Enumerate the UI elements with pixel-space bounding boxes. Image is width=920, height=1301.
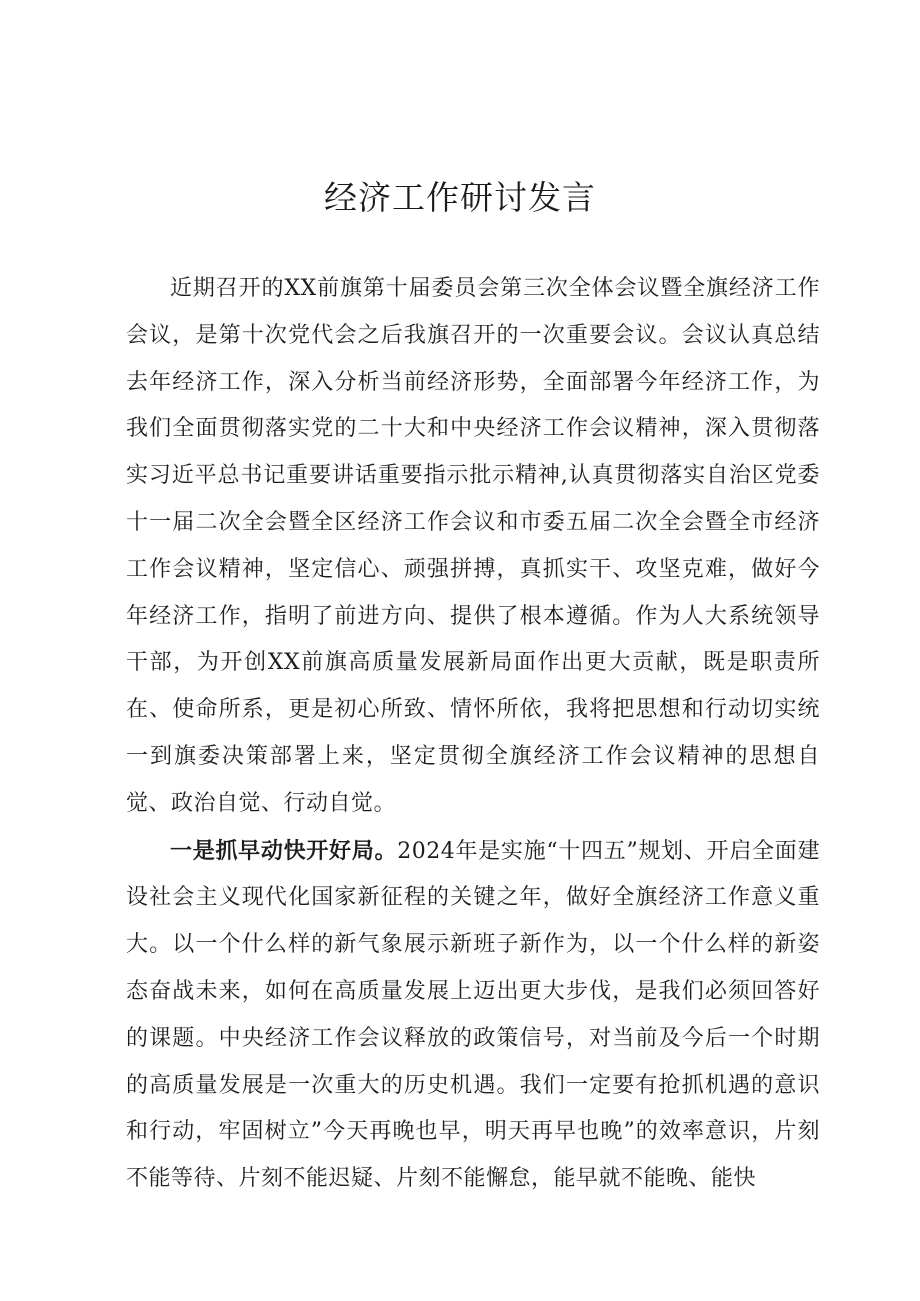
document-body (126, 266, 820, 1203)
paragraph-point-one (126, 828, 820, 1203)
paragraph-text: 2024年是实施“十四五”规划、开启全面建设社会主义现代化国家新征程的关键之年，做好全旗经济工作意义重大。以一个什么样的新气象展示新班子新作为，以一个什么样的新姿态奋战未来，如何在高质量发展上迈出更大步伐，是我们必须回答好的课题。中央经济工作会议释放的政策信号，对当前及今后一个时期的高质量发展是一次重大的历史机遇。我们一定要有抢抓机遇的意识和行动，牢固树立”今天再晚也早，明天再早也晚”的效率意识，片刻不能等待、片刻不能迟疑、片刻不能懈怠，能早就不能晚、能快 (126, 838, 820, 1192)
paragraph-intro: 近期召开的XX前旗第十届委员会第三次全体会议暨全旗经济工作会议，是第十次党代会之后我旗召开的一次重要会议。会议认真总结去年经济工作，深入分析当前经济形势，全面部署今年经济工作，为我们全面贯彻落实党的二十大和中央经济工作会议精神，深入贯彻落实习近平总书记重要讲话重要指示批示精神,认真贯彻落实自治区党委十一届二次全会暨全区经济工作会议和市委五届二次全会暨全市经济工作会议精神，坚定信心、顽强拼搏，真抓实干、攻坚克难，做好今年经济工作，指明了前进方向、提供了根本遵循。作为人大系统领导干部，为开创XX前旗高质量发展新局面作出更大贡献，既是职责所在、使命所系，更是初心所致、情怀所依，我将把思想和行动切实统一到旗委决策部署上来，坚定贯彻全旗经济工作会议精神的思想自觉、政治自觉、行动自觉。 (126, 276, 820, 816)
paragraph-heading: 一是抓早动快开好局。 (170, 837, 398, 864)
document-title: 经济工作研讨发言 (324, 178, 596, 217)
